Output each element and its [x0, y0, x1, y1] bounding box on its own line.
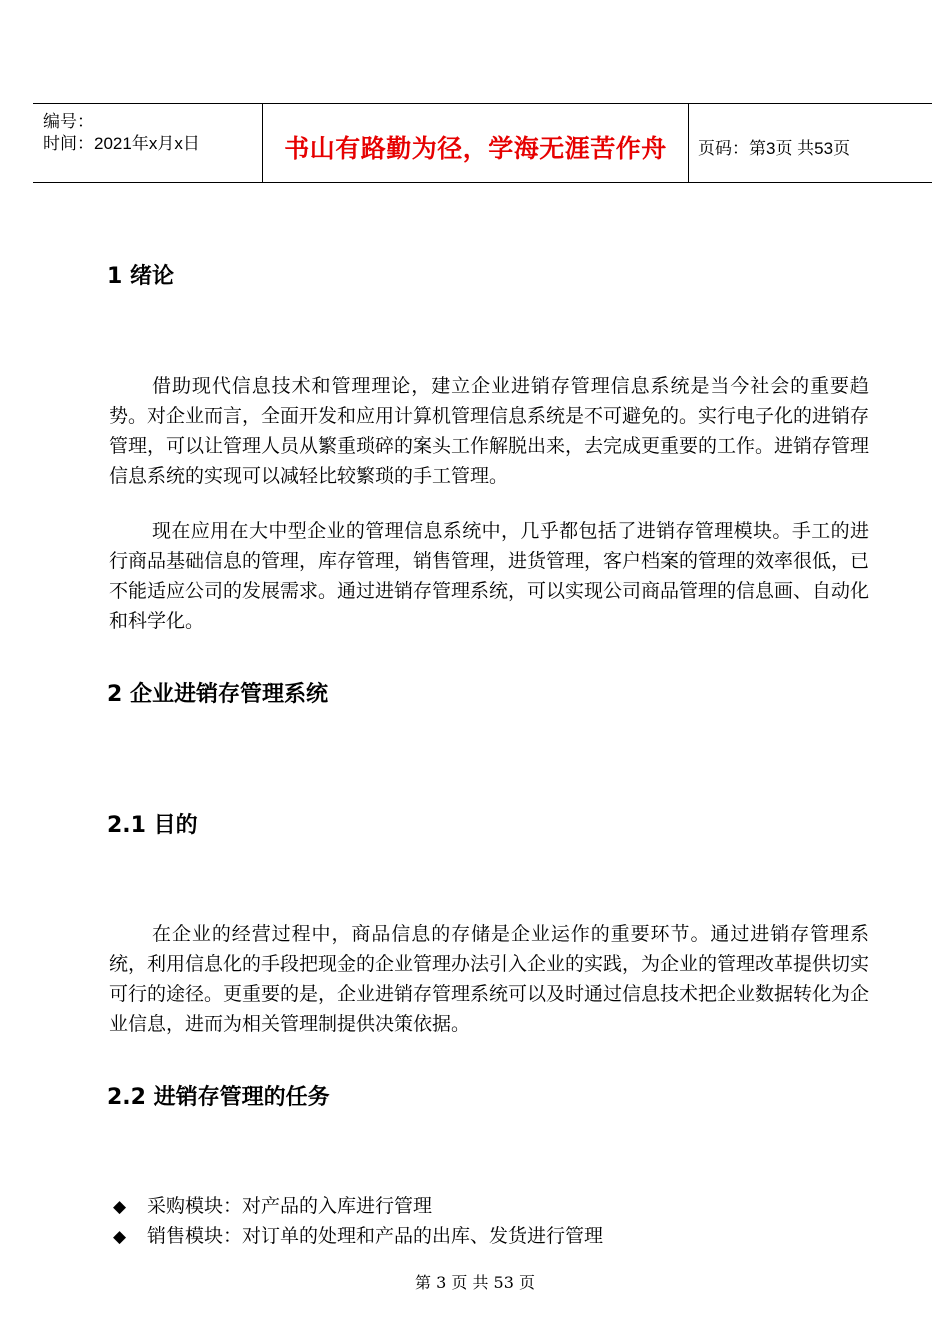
section-2-1-paragraph: 在企业的经营过程中，商品信息的存储是企业运作的重要环节。通过进销存管理系统，利用信息化的手段把现金的企业管理办法引入企业的实践，为企业的管理改革提供切实可行的途径。更重要的是，企业进销存管理系统可以及时通过信息技术把企业数据转化为企业信息，进而为相关管理制提供决策依据。 — [109, 923, 870, 1035]
header-motto: 书山有路勤为径，学海无涯苦作舟 — [284, 134, 667, 163]
document-time-label: 时间：2021年x月x日 — [43, 134, 200, 153]
diamond-bullet-icon: ◆ — [113, 1197, 127, 1217]
task-bullet-list — [113, 1192, 603, 1252]
page-footer: 第 3 页 共 53 页 — [415, 1273, 535, 1292]
diamond-bullet-icon: ◆ — [113, 1227, 127, 1247]
document-number-label: 编号： — [43, 112, 94, 131]
header-page-number: 页码：第3页 共53页 — [698, 139, 851, 158]
list-item — [113, 1222, 603, 1252]
header-info-cell — [33, 104, 262, 182]
bullet-text: 采购模块：对产品的入库进行管理 — [147, 1195, 433, 1217]
section-1-paragraph-2: 现在应用在大中型企业的管理信息系统中，几乎都包括了进销存管理模块。手工的进行商品基础信息的管理，库存管理，销售管理，进货管理，客户档案的管理的效率很低，已不能适应公司的发展需求。通过进销存管理系统，可以实现公司商品管理的信息画、自动化和科学化。 — [109, 520, 870, 632]
section-1-paragraph-1: 借助现代信息技术和管理理论，建立企业进销存管理信息系统是当今社会的重要趋势。对企业而言，全面开发和应用计算机管理信息系统是不可避免的。实行电子化的进销存管理，可以让管理人员从繁重琐碎的案头工作解脱出来，去完成更重要的工作。进销存管理信息系统的实现可以减轻比较繁琐的手工管理。 — [109, 375, 870, 487]
section-2-title: 2 企业进销存管理系统 — [107, 682, 328, 707]
section-2-2-title: 2.2 进销存管理的任务 — [107, 1085, 330, 1110]
header-motto-cell — [262, 104, 689, 182]
section-1-title: 1 绪论 — [107, 264, 174, 289]
header-page-cell — [688, 104, 932, 182]
bullet-text: 销售模块：对订单的处理和产品的出库、发货进行管理 — [147, 1225, 604, 1247]
list-item — [113, 1192, 603, 1222]
header-table — [33, 103, 932, 183]
section-2-1-title: 2.1 目的 — [107, 813, 198, 838]
